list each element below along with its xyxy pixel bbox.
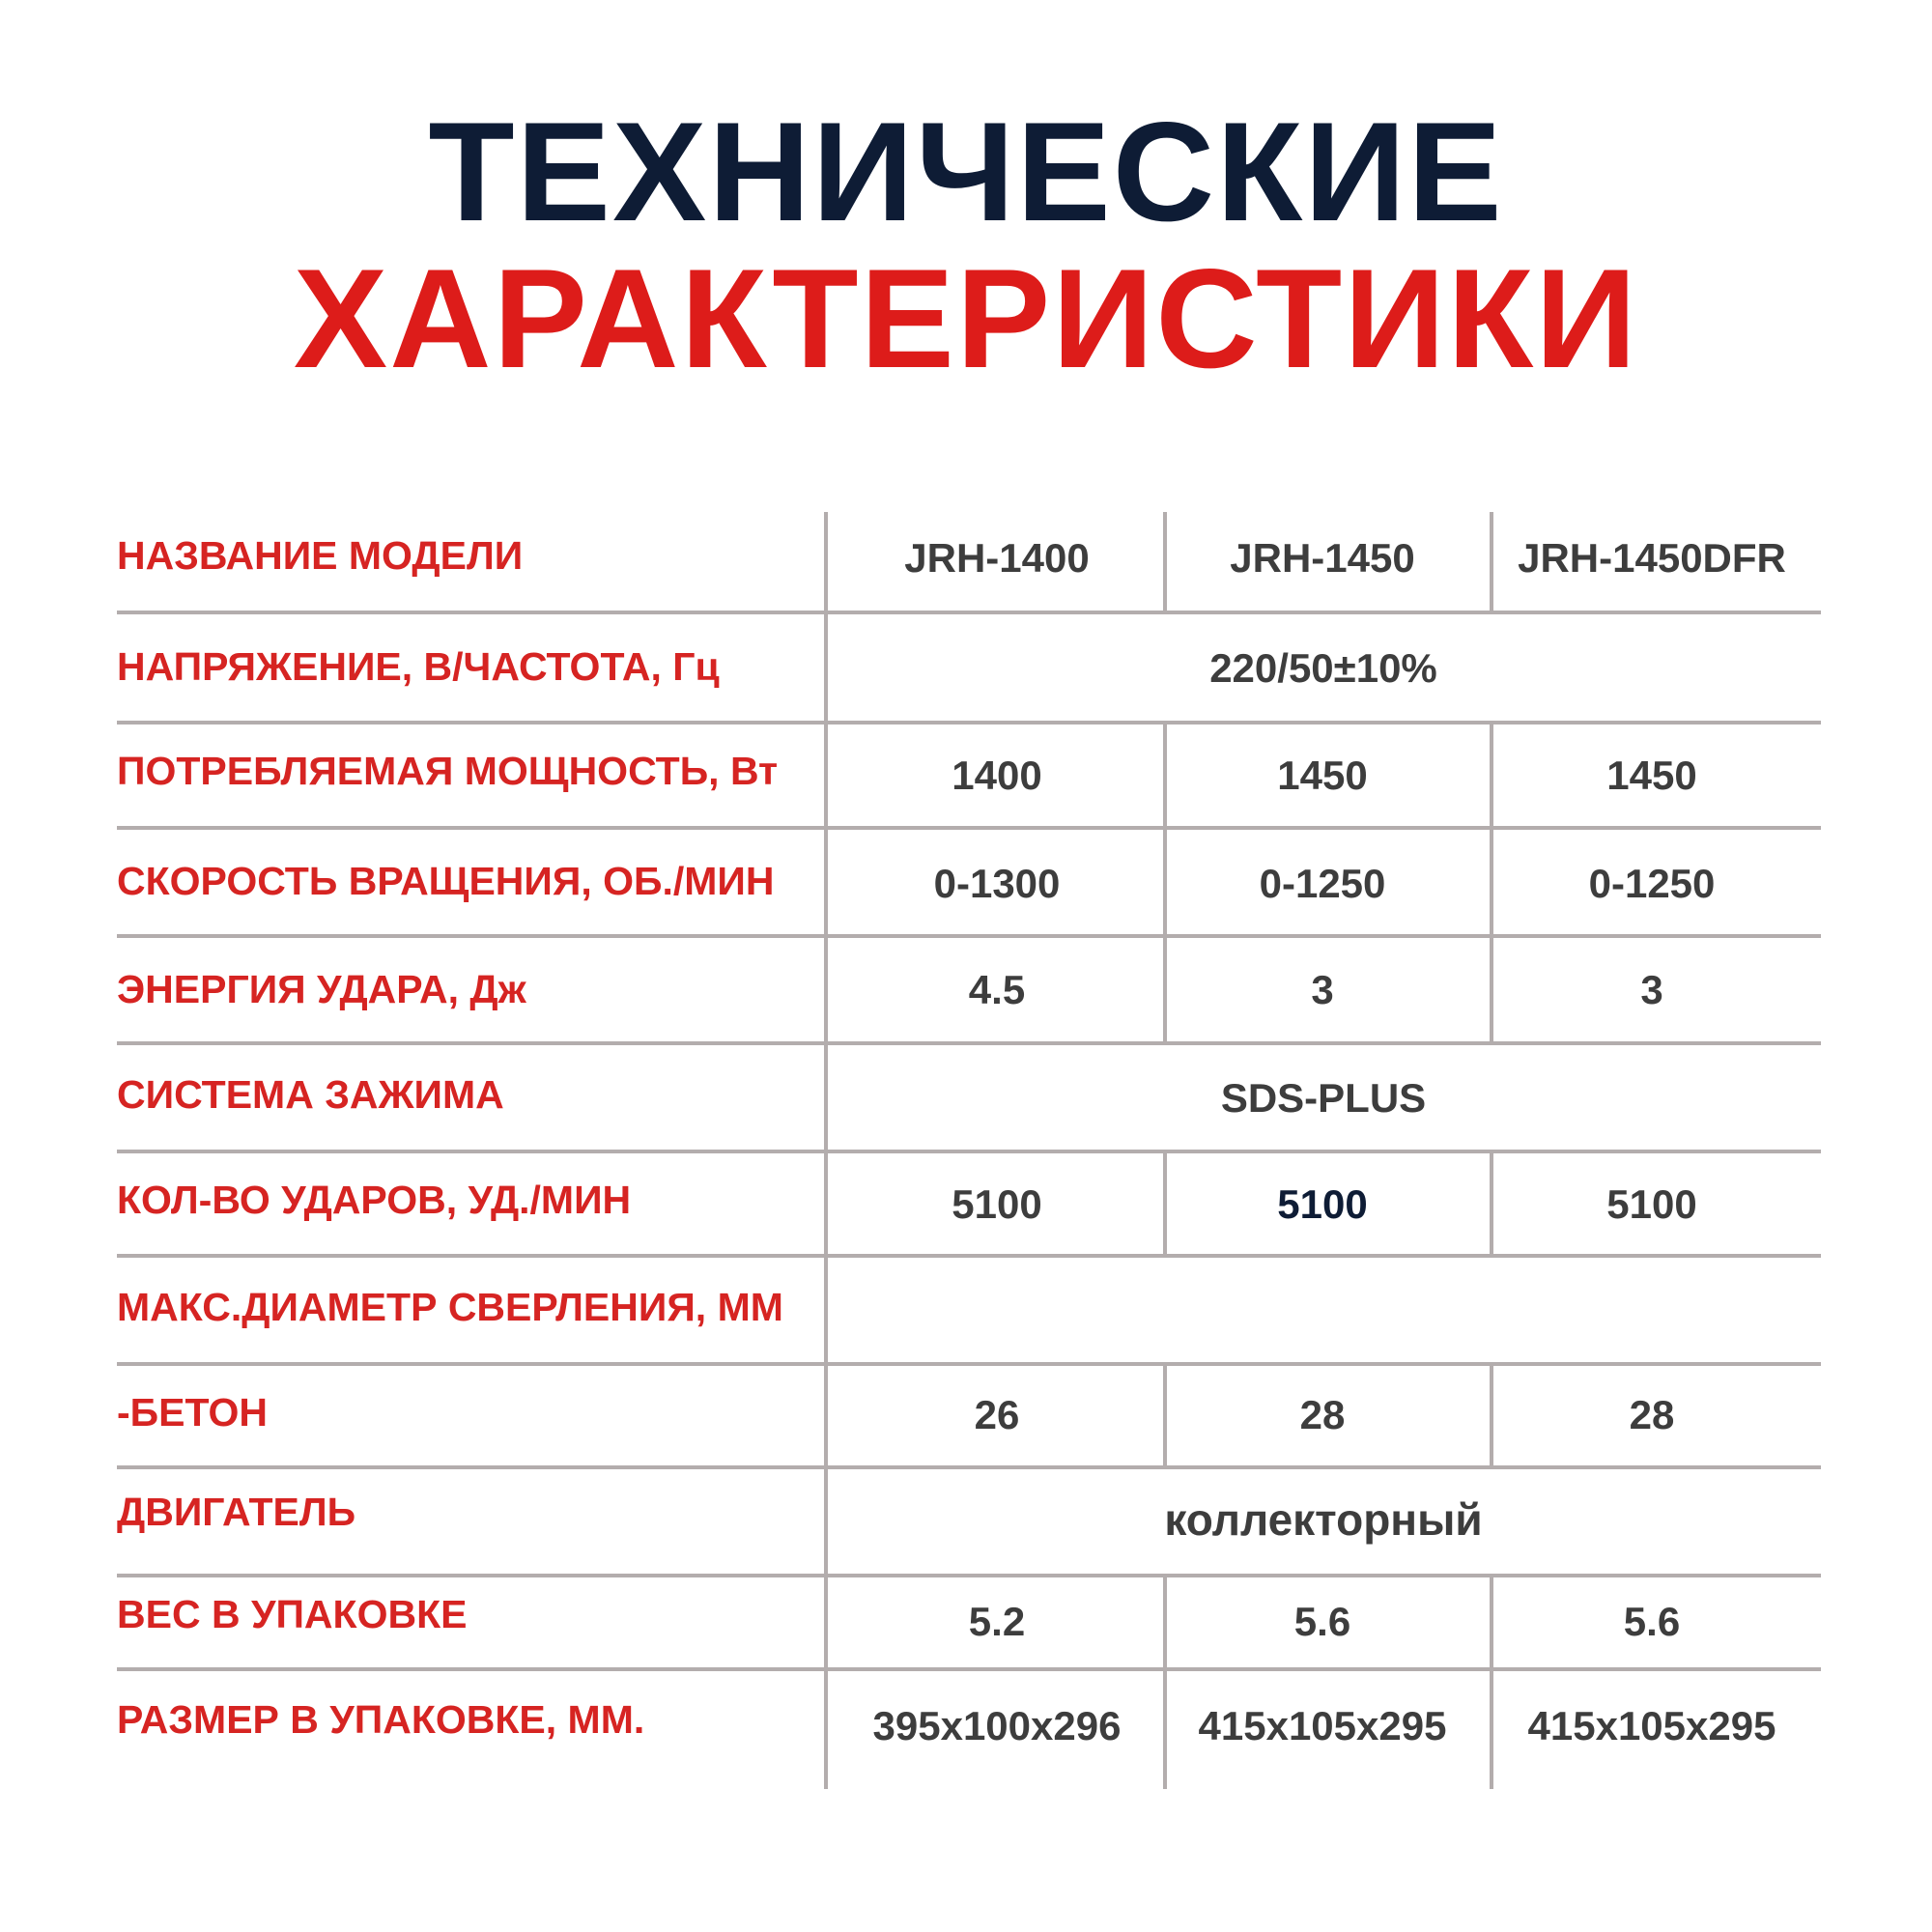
spec-label: НАЗВАНИЕ МОДЕЛИ <box>117 533 524 578</box>
spec-value: 5100 <box>952 1181 1042 1227</box>
spec-value-merged: SDS-PLUS <box>1220 1075 1427 1121</box>
row-divider <box>117 934 1821 938</box>
spec-value: 4.5 <box>968 967 1026 1012</box>
spec-value: 26 <box>974 1392 1020 1437</box>
spec-value: 3 <box>1640 967 1663 1012</box>
spec-label: КОЛ-ВО УДАРОВ, УД./МИН <box>117 1178 632 1222</box>
spec-label: МАКС.ДИАМЕТР СВЕРЛЕНИЯ, ММ <box>117 1285 783 1329</box>
spec-value: 1400 <box>952 753 1042 798</box>
column-divider-label <box>824 512 828 1789</box>
row-divider <box>117 1041 1821 1045</box>
spec-value: JRH-1450 <box>1230 535 1415 581</box>
spec-value: 5100 <box>1277 1181 1368 1227</box>
row-divider <box>117 611 1821 614</box>
spec-value: 1450 <box>1606 753 1697 798</box>
spec-value: 3 <box>1311 967 1334 1012</box>
spec-value: 415x105x295 <box>1198 1703 1447 1748</box>
spec-value: 0-1300 <box>933 861 1061 906</box>
spec-label: ДВИГАТЕЛЬ <box>117 1490 356 1534</box>
spec-value: 5100 <box>1606 1181 1697 1227</box>
row-divider <box>117 1362 1821 1366</box>
spec-value: 415x105x295 <box>1527 1703 1776 1748</box>
spec-value: JRH-1400 <box>904 535 1090 581</box>
spec-value: 1450 <box>1277 753 1368 798</box>
row-divider <box>117 1667 1821 1671</box>
spec-value: 5.6 <box>1623 1599 1681 1644</box>
spec-value: 28 <box>1299 1392 1346 1437</box>
spec-value: 28 <box>1629 1392 1675 1437</box>
spec-label: -БЕТОН <box>117 1390 268 1435</box>
title-line-1: ТЕХНИЧЕСКИЕ <box>428 93 1504 250</box>
row-divider <box>117 826 1821 830</box>
spec-value: 0-1250 <box>1588 861 1716 906</box>
spec-value-merged: коллекторный <box>1164 1494 1483 1545</box>
row-divider <box>117 1465 1821 1469</box>
row-divider <box>117 1254 1821 1258</box>
spec-value-merged: 220/50±10% <box>1209 645 1437 691</box>
spec-label: СКОРОСТЬ ВРАЩЕНИЯ, ОБ./МИН <box>117 859 775 903</box>
spec-label: ЭНЕРГИЯ УДАРА, Дж <box>117 967 526 1011</box>
spec-value: JRH-1450DFR <box>1518 535 1786 581</box>
spec-label: ПОТРЕБЛЯЕМАЯ МОЩНОСТЬ, Вт <box>117 749 779 793</box>
spec-label: НАПРЯЖЕНИЕ, В/ЧАСТОТА, Гц <box>117 644 720 689</box>
row-divider <box>117 1574 1821 1577</box>
title-line-2: ХАРАКТЕРИСТИКИ <box>293 240 1639 397</box>
spec-value: 5.6 <box>1293 1599 1351 1644</box>
spec-label: СИСТЕМА ЗАЖИМА <box>117 1072 504 1117</box>
spec-label: РАЗМЕР В УПАКОВКЕ, ММ. <box>117 1697 645 1742</box>
spec-label: ВЕС В УПАКОВКЕ <box>117 1592 468 1636</box>
spec-value: 5.2 <box>968 1599 1026 1644</box>
row-divider <box>117 721 1821 724</box>
spec-value: 0-1250 <box>1259 861 1386 906</box>
spec-value: 395x100x296 <box>872 1703 1122 1748</box>
row-divider <box>117 1150 1821 1153</box>
